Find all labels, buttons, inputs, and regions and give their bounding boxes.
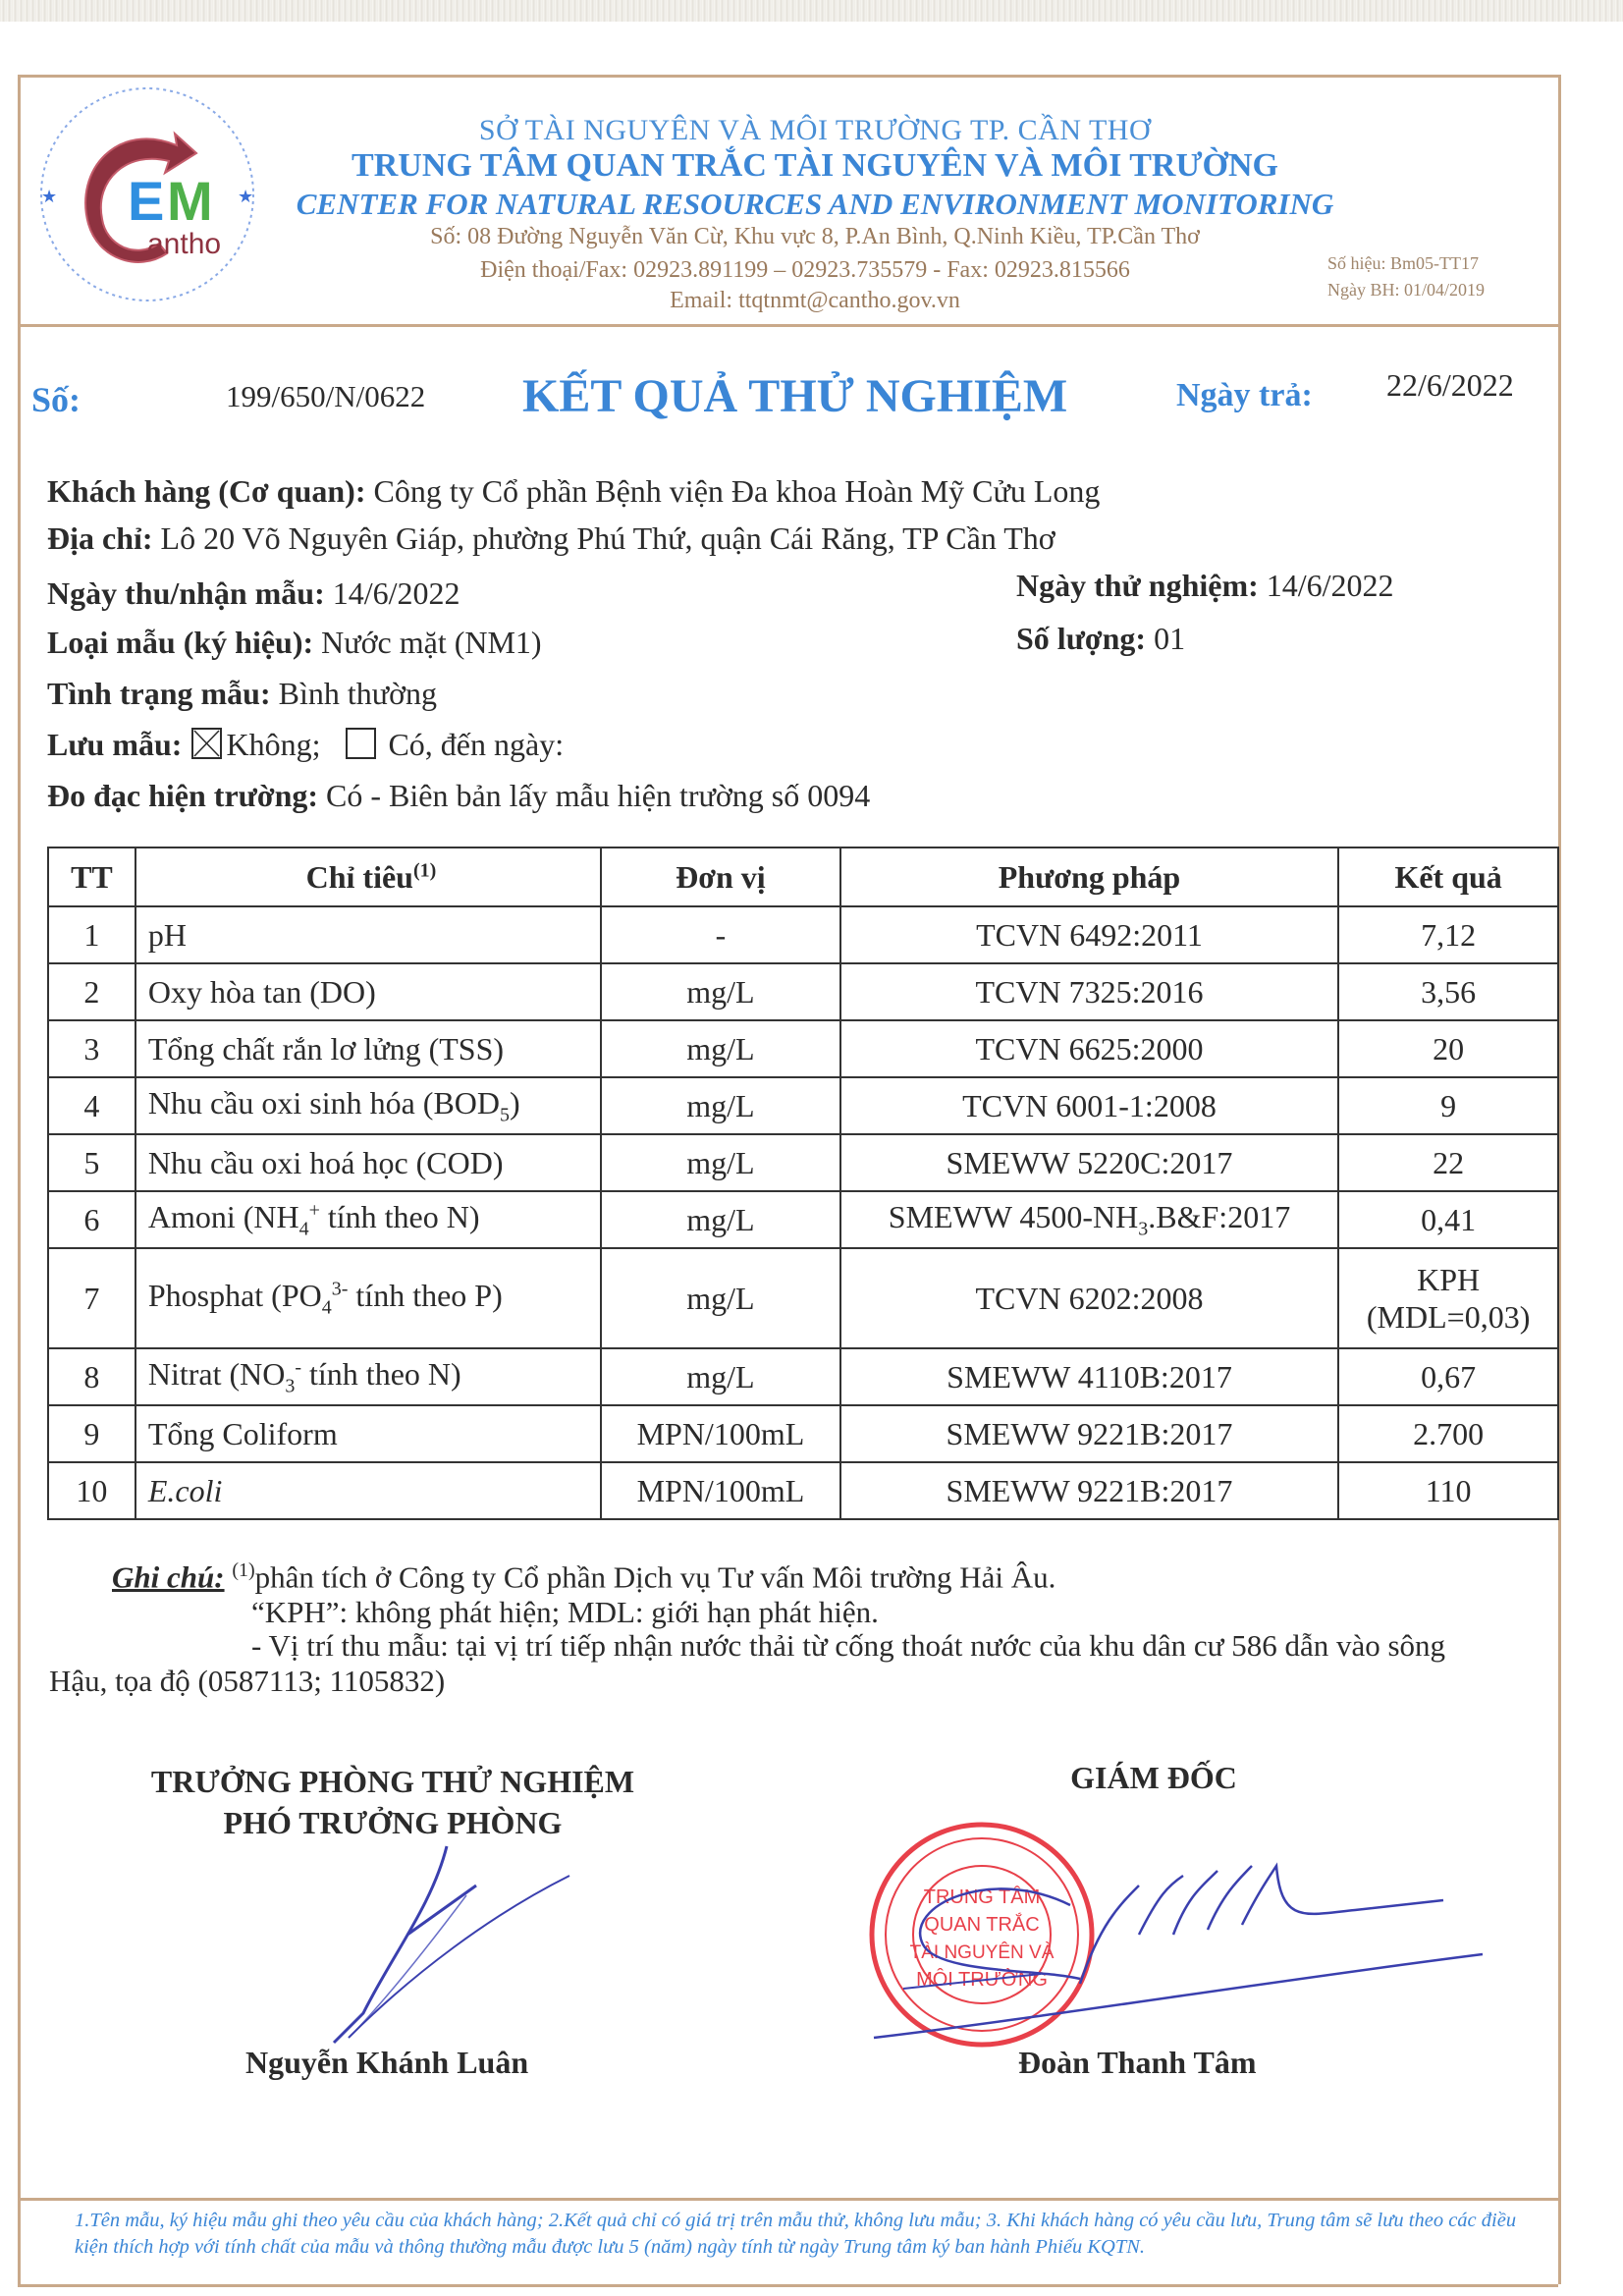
customer-line [47,473,1100,510]
parameter-name-suffix: tính theo N) [319,1198,480,1234]
table-row [48,1248,1558,1348]
parameter-name-suffix: ) [510,1084,520,1121]
method-text: SMEWW 9221B:2017 [946,1472,1233,1508]
stamp-icon [872,1825,1092,2045]
document-title: KẾT QUẢ THỬ NGHIỆM [522,370,1068,422]
row-number: 5 [48,1134,135,1191]
unit: mg/L [601,1020,840,1077]
result [1338,1134,1558,1191]
parameter-name-text: Tổng chất rắn lơ lửng (TSS) [147,1030,505,1066]
table-header-row [48,847,1558,906]
storage-no-checkbox[interactable] [191,728,222,759]
result [1338,1020,1558,1077]
unit: mg/L [601,1191,840,1248]
left-handwritten-signature [275,1836,609,2052]
result [1338,1191,1558,1248]
parameter-name [135,1191,601,1248]
footer-bottom-rule [18,2284,1558,2287]
results-table [47,847,1559,1520]
method [840,1191,1338,1248]
parameter-subscript: 4 [298,1218,309,1240]
report-number-label: Số: [31,380,81,419]
note-line-3: - Vị trí thu mẫu: tại vị trí tiếp nhận nước thải từ cống thoát nước của khu dân cư 586 dẫn vào sông [251,1628,1446,1663]
received-date-line [47,575,460,612]
address-label: Địa chỉ: [47,520,153,556]
footer-disclaimer: 1.Tên mẫu, ký hiệu mẫu ghi theo yêu cầu của khách hàng; 2.Kết quả chỉ có giá trị trên mẫu thử, không lưu mẫu; 3. Khi khách hàng có yêu cầu lưu, Trung tâm sẽ lưu theo các điều kiện thích hợp với tính chất của mẫu và thông thường mẫu được lưu 5 (năm) ngày tính từ ngày Trung tâm ký ban hành Phiếu KQTN. [75,2210,1517,2258]
method-text: SMEWW 5220C:2017 [946,1144,1233,1180]
parameter-superscript: - [295,1356,302,1379]
table-row [48,963,1558,1020]
note-footnote-marker: (1) [232,1559,255,1581]
method-text: TCVN 7325:2016 [975,973,1204,1010]
svg-text:★: ★ [41,187,58,206]
svg-text:M: M [167,170,213,232]
svg-text:★: ★ [238,187,254,206]
note-line-4: Hậu, tọa độ (0587113; 1105832) [49,1664,446,1698]
row-number: 3 [48,1020,135,1077]
official-red-stamp [844,1807,1512,2052]
header-parameter [135,847,601,906]
storage-label: Lưu mẫu: [47,727,183,762]
return-date: 22/6/2022 [1386,367,1514,403]
footer-top-rule [18,2198,1558,2201]
cem-cantho-logo [29,77,265,312]
right-signer-name: Đoàn Thanh Tâm [1018,2045,1257,2080]
table-row [48,906,1558,963]
customer-value: Công ty Cổ phần Bệnh viện Đa khoa Hoàn Mỹ Cửu Long [373,473,1101,509]
row-number: 10 [48,1462,135,1519]
left-signer-title-2: PHÓ TRƯỞNG PHÒNG [223,1805,563,1840]
center-email: Email: ttqtnmt@cantho.gov.vn [670,288,960,313]
method [840,1348,1338,1405]
result-value: 0,67 [1421,1358,1477,1394]
storage-yes-checkbox[interactable] [346,728,376,759]
quantity-value: 01 [1154,621,1186,656]
method-text: TCVN 6492:2011 [976,916,1203,953]
row-number: 7 [48,1248,135,1348]
field-measurement-value: Có - Biên bản lấy mẫu hiện trường số 0094 [326,778,871,813]
result [1338,1405,1558,1462]
row-number: 9 [48,1405,135,1462]
parameter-name-text: Amoni (NH [147,1198,299,1234]
parameter-superscript: + [308,1199,320,1222]
parameter-superscript: 3- [331,1278,349,1300]
report-number: 199/650/N/0622 [226,379,426,413]
parameter-subscript: 3 [285,1375,296,1397]
parameter-subscript: 4 [321,1296,332,1319]
svg-text:E: E [128,170,165,232]
center-phone: Điện thoại/Fax: 02923.891199 – 02923.735579 - Fax: 02923.815566 [480,257,1130,283]
received-date-label: Ngày thu/nhận mẫu: [47,575,325,611]
header-parameter-footnote: (1) [412,858,437,881]
method-text: SMEWW 4500-NH [888,1198,1139,1234]
right-signer-title: GIÁM ĐỐC [1070,1760,1237,1795]
result-value: KPH [1417,1261,1481,1297]
scan-edge [0,0,1623,22]
sample-type-line [47,625,542,661]
table-row [48,1405,1558,1462]
parameter-name-text: pH [147,916,187,953]
table-row [48,1348,1558,1405]
result [1338,963,1558,1020]
note-line-2: “KPH”: không phát hiện; MDL: giới hạn phát hiện. [251,1595,879,1629]
method [840,1248,1338,1348]
result-value: 110 [1425,1472,1472,1508]
row-number: 6 [48,1191,135,1248]
row-number: 4 [48,1077,135,1134]
svg-text:TÀI NGUYÊN VÀ: TÀI NGUYÊN VÀ [909,1942,1055,1963]
parameter-name-text: Tổng Coliform [147,1415,338,1451]
method-suffix: .B&F:2017 [1148,1198,1291,1234]
parameter-name [135,963,601,1020]
table-row [48,1020,1558,1077]
field-measurement-label: Đo đạc hiện trường: [47,778,319,813]
customer-label: Khách hàng (Cơ quan): [47,473,366,509]
parameter-name [135,1020,601,1077]
condition-label: Tình trạng mẫu: [47,676,271,711]
center-address: Số: 08 Đường Nguyễn Văn Cừ, Khu vực 8, P.An Bình, Q.Ninh Kiều, TP.Cần Thơ [430,224,1200,249]
parameter-name [135,1348,601,1405]
method-text: TCVN 6202:2008 [975,1280,1204,1316]
result-value: 9 [1440,1087,1457,1123]
unit: mg/L [601,1134,840,1191]
x-mark-icon [193,730,220,757]
parameter-name-text: Nitrat (NO [147,1355,286,1392]
header-tt: TT [48,847,135,906]
storage-line [47,727,564,763]
parameter-name-text: Oxy hòa tan (DO) [147,973,376,1010]
method [840,1077,1338,1134]
note-line-1 [112,1559,1055,1595]
parameter-name [135,1405,601,1462]
parameter-name-text: E.coli [147,1472,223,1508]
quantity-line [1016,621,1185,657]
unit: - [601,906,840,963]
table-row [48,1191,1558,1248]
header-bottom-rule [18,324,1558,327]
method [840,1134,1338,1191]
method [840,1405,1338,1462]
svg-text:QUAN TRẮC: QUAN TRẮC [924,1914,1040,1936]
row-number: 8 [48,1348,135,1405]
center-name-vi: TRUNG TÂM QUAN TRẮC TÀI NGUYÊN VÀ MÔI TRƯỜNG [352,147,1278,184]
center-name-en: CENTER FOR NATURAL RESOURCES AND ENVIRONMENT MONITORING [296,187,1334,221]
method [840,1020,1338,1077]
svg-text:MÔI TRƯỜNG: MÔI TRƯỜNG [916,1969,1048,1991]
test-date-label: Ngày thử nghiệm: [1016,568,1259,603]
return-date-label: Ngày trả: [1176,377,1313,413]
result [1338,906,1558,963]
address-line [47,520,1055,557]
department-name: SỞ TÀI NGUYÊN VÀ MÔI TRƯỜNG TP. CẦN THƠ [478,114,1152,146]
unit: mg/L [601,1248,840,1348]
quantity-label: Số lượng: [1016,621,1147,656]
svg-text:antho: antho [147,228,222,260]
method [840,906,1338,963]
left-signer-name: Nguyễn Khánh Luân [245,2045,529,2080]
header-parameter-label: Chỉ tiêu [305,858,413,895]
result-detection-limit: (MDL=0,03) [1366,1299,1531,1335]
address-value: Lô 20 Võ Nguyên Giáp, phường Phú Thứ, quận Cái Răng, TP Cần Thơ [160,520,1055,556]
note-line-1-text: phân tích ở Công ty Cổ phần Dịch vụ Tư vấn Môi trường Hải Âu. [254,1559,1056,1595]
result [1338,1248,1558,1348]
method-text: TCVN 6001-1:2008 [962,1087,1217,1123]
header-unit: Đơn vị [601,847,840,906]
table-row [48,1462,1558,1519]
row-number: 2 [48,963,135,1020]
received-date-value: 14/6/2022 [332,575,460,611]
result [1338,1077,1558,1134]
parameter-name-suffix: tính theo P) [348,1277,503,1313]
unit: mg/L [601,1348,840,1405]
method-text: TCVN 6625:2000 [975,1030,1204,1066]
parameter-name-text: Phosphat (PO [147,1277,322,1313]
parameter-name-text: Nhu cầu oxi hoá học (COD) [147,1144,504,1180]
parameter-name-suffix: tính theo N) [301,1355,461,1392]
left-signer-title-1: TRƯỞNG PHÒNG THỬ NGHIỆM [150,1764,635,1799]
field-measurement-line [47,778,870,814]
row-number: 1 [48,906,135,963]
result [1338,1462,1558,1519]
condition-value: Bình thường [278,676,437,711]
result-value: 20 [1433,1030,1465,1066]
note-label: Ghi chú: [112,1559,225,1595]
parameter-name [135,1248,601,1348]
method-subscript: 3 [1138,1218,1149,1240]
form-issue-date: Ngày BH: 01/04/2019 [1327,280,1485,300]
header-method: Phương pháp [840,847,1338,906]
table-row [48,1134,1558,1191]
storage-no-label: Không; [226,727,321,762]
form-code: Số hiệu: Bm05-TT17 [1327,253,1479,273]
method [840,963,1338,1020]
result-value: 2.700 [1413,1415,1485,1451]
result-value: 22 [1433,1144,1465,1180]
result [1338,1348,1558,1405]
method-text: SMEWW 9221B:2017 [946,1415,1233,1451]
parameter-subscript: 5 [500,1104,510,1126]
test-date-line [1016,568,1394,604]
method-text: SMEWW 4110B:2017 [947,1358,1232,1394]
parameter-name [135,906,601,963]
unit: MPN/100mL [601,1405,840,1462]
method [840,1462,1338,1519]
test-date-value: 14/6/2022 [1266,568,1394,603]
condition-line [47,676,437,712]
svg-text:TRUNG TÂM: TRUNG TÂM [923,1886,1041,1908]
parameter-name-text: Nhu cầu oxi sinh hóa (BOD [147,1084,500,1121]
storage-yes-label: Có, đến ngày: [388,727,565,762]
result-value: 3,56 [1421,973,1477,1010]
parameter-name [135,1077,601,1134]
result-value: 0,41 [1421,1201,1477,1237]
table-row [48,1077,1558,1134]
parameter-name [135,1462,601,1519]
sample-type-value: Nước mặt (NM1) [321,625,542,660]
unit: mg/L [601,963,840,1020]
sample-type-label: Loại mẫu (ký hiệu): [47,625,314,660]
unit: MPN/100mL [601,1462,840,1519]
unit: mg/L [601,1077,840,1134]
header-result: Kết quả [1338,847,1558,906]
result-value: 7,12 [1421,916,1477,953]
parameter-name [135,1134,601,1191]
